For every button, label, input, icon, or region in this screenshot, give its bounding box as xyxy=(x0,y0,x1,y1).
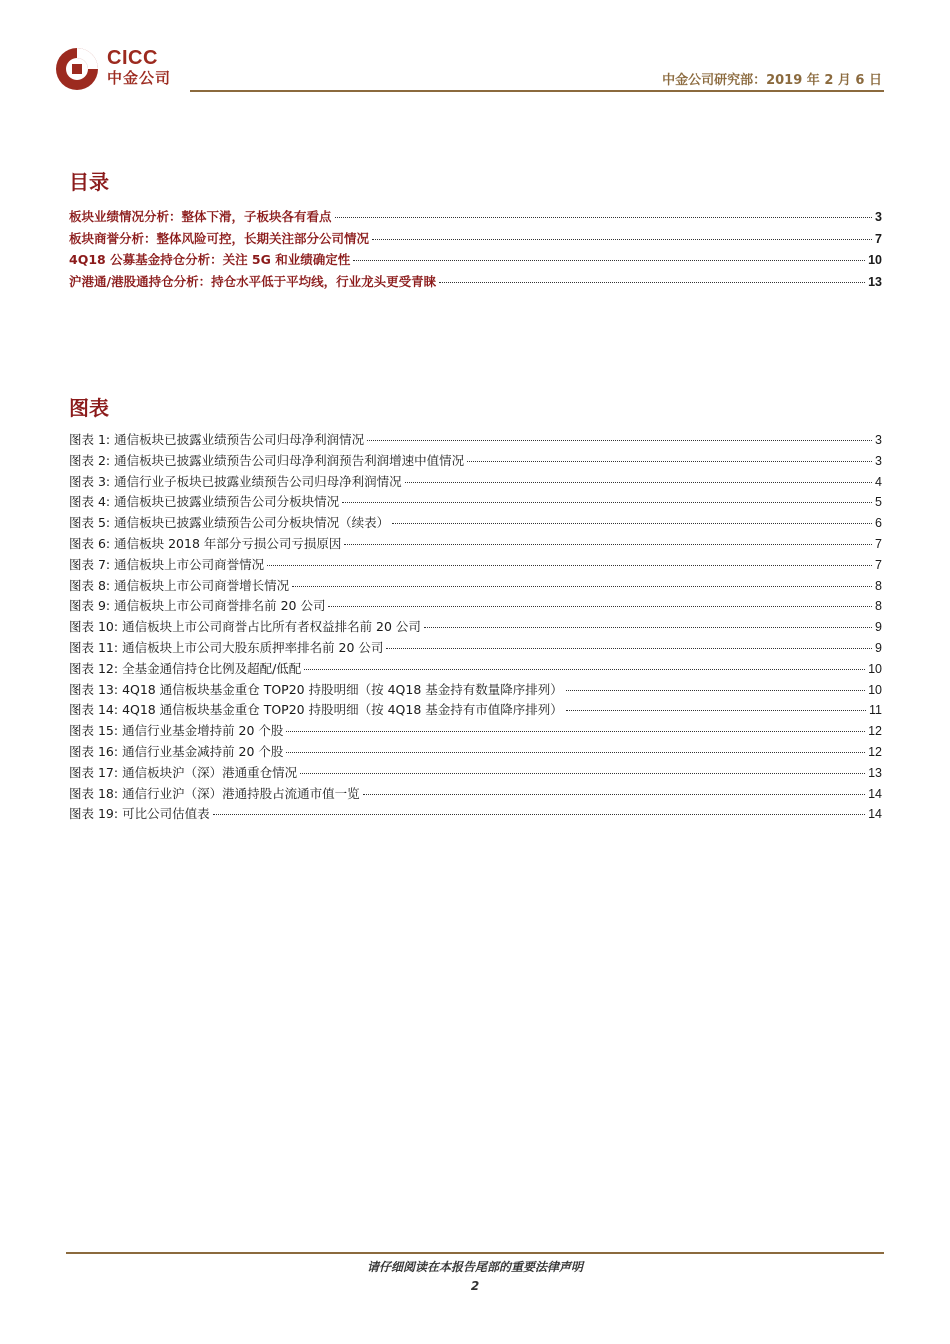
figure-item-page: 3 xyxy=(875,453,882,468)
dot-leader xyxy=(439,282,865,283)
toc-item-label: 板块业绩情况分析：整体下滑，子板块各有看点 xyxy=(69,209,332,224)
toc-item-page: 3 xyxy=(875,210,882,224)
dot-leader xyxy=(566,690,865,691)
figure-item[interactable] xyxy=(69,784,882,805)
dot-leader xyxy=(304,669,865,670)
figure-item-label: 图表 14: 4Q18 通信板块基金重仓 TOP20 持股明细（按 4Q18 基金持有市值降序排列） xyxy=(69,702,563,718)
figure-item-page: 9 xyxy=(875,640,882,655)
figure-item[interactable] xyxy=(69,763,882,784)
figure-item[interactable] xyxy=(69,513,882,534)
figure-item-page: 5 xyxy=(875,495,882,510)
figure-item-page: 8 xyxy=(875,599,882,614)
dot-leader xyxy=(213,814,866,815)
toc-item-label: 板块商誉分析：整体风险可控，长期关注部分公司情况 xyxy=(69,230,370,246)
dot-leader xyxy=(467,461,872,462)
figure-item[interactable] xyxy=(69,534,882,555)
figure-item-page: 7 xyxy=(875,557,882,572)
dot-leader xyxy=(342,502,872,503)
figure-item[interactable] xyxy=(69,576,882,597)
figure-item[interactable] xyxy=(69,700,882,721)
figure-item-label: 图表 2: 通信板块已披露业绩预告公司归母净利润预告利润增速中值情况 xyxy=(69,452,465,468)
figure-item[interactable] xyxy=(69,451,882,472)
figure-item-page: 12 xyxy=(868,744,882,759)
figure-item[interactable] xyxy=(69,617,882,638)
figure-item-label: 图表 10: 通信板块上市公司商誉占比所有者权益排名前 20 公司 xyxy=(69,619,421,635)
dot-leader xyxy=(267,565,872,566)
figure-item-page: 7 xyxy=(875,536,882,551)
toc-item[interactable] xyxy=(69,250,882,272)
figure-item[interactable] xyxy=(69,472,882,493)
dot-leader xyxy=(328,606,872,607)
figure-item-page: 6 xyxy=(875,516,882,531)
logo-text-en: CICC xyxy=(107,47,158,69)
toc-item-label: 沪港通/港股通持仓分析：持仓水平低于平均线，行业龙头更受青睐 xyxy=(69,273,437,289)
dot-leader xyxy=(292,586,872,587)
toc-item[interactable] xyxy=(69,272,882,294)
dot-leader xyxy=(392,523,872,524)
figure-item[interactable] xyxy=(69,555,882,576)
figure-item-label: 图表 9: 通信板块上市公司商誉排名前 20 公司 xyxy=(69,598,326,614)
dot-leader xyxy=(335,217,873,218)
header-meta: 中金公司研究部：2019 年 2 月 6 日 xyxy=(662,73,882,88)
toc-title: 目录 xyxy=(69,170,109,194)
figure-item-label: 图表 7: 通信板块上市公司商誉情况 xyxy=(69,556,265,572)
dot-leader xyxy=(405,482,872,483)
toc-item[interactable] xyxy=(69,229,882,251)
figure-item-page: 12 xyxy=(868,724,882,739)
toc-item-label: 4Q18 公募基金持仓分析：关注 5G 和业绩确定性 xyxy=(69,252,351,267)
figure-item-label: 图表 4: 通信板块已披露业绩预告公司分板块情况 xyxy=(69,494,340,510)
toc-item-page: 7 xyxy=(875,231,882,246)
figure-item[interactable] xyxy=(69,659,882,680)
footer-divider xyxy=(66,1252,884,1254)
figure-item-page: 10 xyxy=(868,682,882,697)
header-divider xyxy=(190,90,884,92)
figure-item[interactable] xyxy=(69,638,882,659)
toc-item[interactable] xyxy=(69,207,882,229)
figure-item-page: 10 xyxy=(868,661,882,676)
dot-leader xyxy=(353,260,865,261)
figure-item-label: 图表 11: 通信板块上市公司大股东质押率排名前 20 公司 xyxy=(69,639,384,655)
figure-item-label: 图表 15: 通信行业基金增持前 20 个股 xyxy=(69,723,284,739)
figure-item-page: 14 xyxy=(868,786,882,801)
figure-item-page: 14 xyxy=(868,807,882,822)
figure-item-label: 图表 1: 通信板块已披露业绩预告公司归母净利润情况 xyxy=(69,432,365,447)
figure-item-label: 图表 13: 4Q18 通信板块基金重仓 TOP20 持股明细（按 4Q18 基金持有数量降序排列） xyxy=(69,681,563,697)
figure-item-page: 8 xyxy=(875,578,882,593)
figure-item-label: 图表 12: 全基金通信持仓比例及超配/低配 xyxy=(69,660,302,676)
figure-item-page: 13 xyxy=(868,765,882,780)
figure-item-label: 图表 19: 可比公司估值表 xyxy=(69,806,210,822)
dot-leader xyxy=(386,648,872,649)
dot-leader xyxy=(300,773,865,774)
cicc-coin-icon xyxy=(55,47,99,91)
figure-item[interactable] xyxy=(69,596,882,617)
figures-title: 图表 xyxy=(69,396,109,420)
dot-leader xyxy=(286,752,865,753)
dot-leader xyxy=(372,239,872,240)
figure-item-page: 9 xyxy=(875,620,882,635)
dot-leader xyxy=(566,710,866,711)
dot-leader xyxy=(344,544,872,545)
figure-item[interactable] xyxy=(69,742,882,763)
figure-item-label: 图表 16: 通信行业基金减持前 20 个股 xyxy=(69,743,284,759)
logo-text-cn: 中金公司 xyxy=(107,69,172,87)
dot-leader xyxy=(363,794,866,795)
figure-item[interactable] xyxy=(69,430,882,451)
toc-list xyxy=(69,207,882,293)
dot-leader xyxy=(367,440,872,441)
toc-item-page: 10 xyxy=(868,253,882,267)
figure-item[interactable] xyxy=(69,680,882,701)
figure-item-label: 图表 8: 通信板块上市公司商誉增长情况 xyxy=(69,577,290,593)
figure-item-page: 3 xyxy=(875,433,882,447)
figure-item-page: 4 xyxy=(875,474,882,489)
figure-item-label: 图表 18: 通信行业沪（深）港通持股占流通市值一览 xyxy=(69,785,360,801)
toc-item-page: 13 xyxy=(868,274,882,289)
figure-item-label: 图表 3: 通信行业子板块已披露业绩预告公司归母净利润情况 xyxy=(69,473,402,489)
cicc-logo xyxy=(55,45,195,95)
figure-item-label: 图表 5: 通信板块已披露业绩预告公司分板块情况（续表） xyxy=(69,515,390,531)
dot-leader xyxy=(424,627,872,628)
figure-item-label: 图表 17: 通信板块沪（深）港通重仓情况 xyxy=(69,764,298,780)
page-number: 2 xyxy=(470,1279,480,1293)
figures-list xyxy=(69,430,882,825)
legal-notice: 请仔细阅读在本报告尾部的重要法律声明 xyxy=(366,1260,583,1274)
figure-item-label: 图表 6: 通信板块 2018 年部分亏损公司亏损原因 xyxy=(69,535,342,551)
figure-item[interactable] xyxy=(69,804,882,825)
figure-item[interactable] xyxy=(69,721,882,742)
figure-item[interactable] xyxy=(69,492,882,513)
dot-leader xyxy=(286,731,865,732)
figure-item-page: 11 xyxy=(869,703,882,718)
